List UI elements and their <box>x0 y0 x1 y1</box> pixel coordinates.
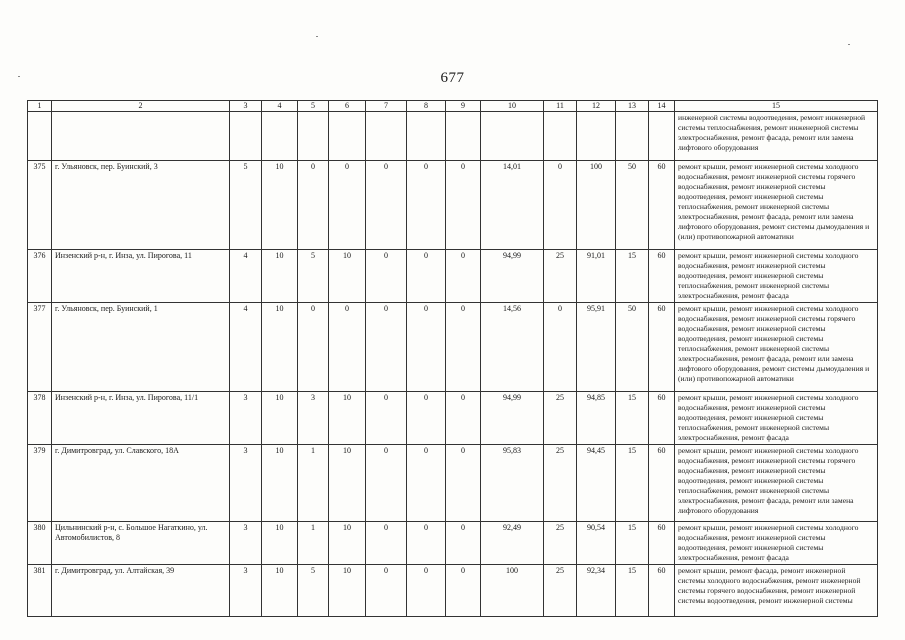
col12-cell: 91,01 <box>577 250 616 303</box>
col12-cell <box>577 112 616 161</box>
col7-cell: 0 <box>366 445 407 522</box>
row-number <box>28 112 52 161</box>
col6-cell: 10 <box>329 250 366 303</box>
col11-cell: 25 <box>544 522 577 565</box>
col8-cell <box>407 112 446 161</box>
col5-cell: 1 <box>298 445 329 522</box>
table-row <box>28 250 878 303</box>
column-header: 13 <box>616 101 649 112</box>
col11-cell: 25 <box>544 392 577 445</box>
col14-cell: 60 <box>649 303 675 392</box>
col4-cell <box>262 112 298 161</box>
col10-cell: 14,56 <box>481 303 544 392</box>
col10-cell: 100 <box>481 565 544 617</box>
works-cell: инженерной системы водоотведения, ремонт инженерной системы теплоснабжения, ремонт инженерной системы электроснабжения, ремонт фасада, ремонт или замена лифтового оборудования <box>675 112 878 161</box>
column-header: 5 <box>298 101 329 112</box>
col8-cell: 0 <box>407 445 446 522</box>
col5-cell: 1 <box>298 522 329 565</box>
table-row <box>28 303 878 392</box>
column-header: 6 <box>329 101 366 112</box>
col6-cell: 10 <box>329 445 366 522</box>
col4-cell: 10 <box>262 522 298 565</box>
table-row <box>28 161 878 250</box>
col9-cell: 0 <box>446 161 481 250</box>
table-row <box>28 112 878 161</box>
col3-cell: 4 <box>230 303 262 392</box>
col12-cell: 100 <box>577 161 616 250</box>
col13-cell: 50 <box>616 161 649 250</box>
col4-cell: 10 <box>262 565 298 617</box>
col10-cell: 92,49 <box>481 522 544 565</box>
col9-cell: 0 <box>446 565 481 617</box>
column-header: 1 <box>28 101 52 112</box>
works-cell: ремонт крыши, ремонт фасада, ремонт инженерной системы холодного водоснабжения, ремонт инженерной системы горячего водоснабжения, ремонт инженерной системы водоотведения, ремонт инженерной системы <box>675 565 878 617</box>
column-header: 11 <box>544 101 577 112</box>
address-cell: г. Ульяновск, пер. Буинский, 1 <box>52 303 230 392</box>
col14-cell: 60 <box>649 445 675 522</box>
col14-cell: 60 <box>649 161 675 250</box>
col4-cell: 10 <box>262 161 298 250</box>
works-cell: ремонт крыши, ремонт инженерной системы холодного водоснабжения, ремонт инженерной системы горячего водоснабжения, ремонт инженерной системы водоотведения, ремонт инженерной системы теплоснабжения, ремонт инженерной системы электроснабжения, ремонт фасада, ремонт или замена лифтового оборудования <box>675 445 878 522</box>
col6-cell: 0 <box>329 161 366 250</box>
col11-cell: 0 <box>544 303 577 392</box>
col14-cell: 60 <box>649 522 675 565</box>
col13-cell: 15 <box>616 445 649 522</box>
page-number: 677 <box>440 70 465 86</box>
col3-cell: 3 <box>230 522 262 565</box>
col12-cell: 95,91 <box>577 303 616 392</box>
table-row <box>28 522 878 565</box>
address-cell: г. Димитровград, ул. Алтайская, 39 <box>52 565 230 617</box>
col9-cell: 0 <box>446 392 481 445</box>
col13-cell: 15 <box>616 392 649 445</box>
col14-cell <box>649 112 675 161</box>
col9-cell: 0 <box>446 522 481 565</box>
column-header: 8 <box>407 101 446 112</box>
column-header: 3 <box>230 101 262 112</box>
col7-cell: 0 <box>366 250 407 303</box>
col4-cell: 10 <box>262 303 298 392</box>
column-header: 9 <box>446 101 481 112</box>
works-cell: ремонт крыши, ремонт инженерной системы холодного водоснабжения, ремонт инженерной системы водоотведения, ремонт инженерной системы электроснабжения, ремонт фасада <box>675 522 878 565</box>
col9-cell: 0 <box>446 250 481 303</box>
col11-cell: 25 <box>544 250 577 303</box>
col7-cell: 0 <box>366 392 407 445</box>
address-cell: Цильнинский р-н, с. Большое Нагаткино, ул. Автомобилистов, 8 <box>52 522 230 565</box>
col4-cell: 10 <box>262 250 298 303</box>
col10-cell: 14,01 <box>481 161 544 250</box>
col9-cell: 0 <box>446 303 481 392</box>
col3-cell: 5 <box>230 161 262 250</box>
col7-cell: 0 <box>366 522 407 565</box>
scan-speck <box>848 44 850 45</box>
column-header: 15 <box>675 101 878 112</box>
col8-cell: 0 <box>407 161 446 250</box>
works-cell: ремонт крыши, ремонт инженерной системы холодного водоснабжения, ремонт инженерной системы горячего водоснабжения, ремонт инженерной системы водоотведения, ремонт инженерной системы теплоснабжения, ремонт инженерной системы электроснабжения, ремонт фасада, ремонт или замена лифтового оборудования, ремонт системы дымоудаления и (или) противопожарной автоматики <box>675 303 878 392</box>
col8-cell: 0 <box>407 392 446 445</box>
column-header: 2 <box>52 101 230 112</box>
col4-cell: 10 <box>262 445 298 522</box>
col12-cell: 94,45 <box>577 445 616 522</box>
col5-cell <box>298 112 329 161</box>
col11-cell: 25 <box>544 565 577 617</box>
address-cell: Инзенский р-н, г. Инза, ул. Пирогова, 11 <box>52 250 230 303</box>
col6-cell: 10 <box>329 392 366 445</box>
address-cell <box>52 112 230 161</box>
col4-cell: 10 <box>262 392 298 445</box>
table-row <box>28 565 878 617</box>
col9-cell: 0 <box>446 445 481 522</box>
col6-cell: 10 <box>329 522 366 565</box>
col8-cell: 0 <box>407 565 446 617</box>
scan-speck <box>316 36 318 37</box>
address-cell: г. Димитровград, ул. Славского, 18А <box>52 445 230 522</box>
row-number: 381 <box>28 565 52 617</box>
col10-cell: 94,99 <box>481 392 544 445</box>
col8-cell: 0 <box>407 250 446 303</box>
col11-cell: 0 <box>544 161 577 250</box>
col8-cell: 0 <box>407 522 446 565</box>
address-cell: г. Ульяновск, пер. Буинский, 3 <box>52 161 230 250</box>
col10-cell: 95,83 <box>481 445 544 522</box>
col6-cell <box>329 112 366 161</box>
row-number: 377 <box>28 303 52 392</box>
col13-cell: 15 <box>616 250 649 303</box>
col7-cell: 0 <box>366 565 407 617</box>
col8-cell: 0 <box>407 303 446 392</box>
column-header: 14 <box>649 101 675 112</box>
table-row <box>28 445 878 522</box>
col5-cell: 5 <box>298 250 329 303</box>
col6-cell: 0 <box>329 303 366 392</box>
col14-cell: 60 <box>649 250 675 303</box>
col3-cell <box>230 112 262 161</box>
row-number: 375 <box>28 161 52 250</box>
repair-program-table <box>27 100 878 617</box>
row-number: 376 <box>28 250 52 303</box>
column-header: 7 <box>366 101 407 112</box>
col11-cell: 25 <box>544 445 577 522</box>
address-cell: Инзенский р-н, г. Инза, ул. Пирогова, 11/1 <box>52 392 230 445</box>
works-cell: ремонт крыши, ремонт инженерной системы холодного водоснабжения, ремонт инженерной системы водоотведения, ремонт инженерной системы теплоснабжения, ремонт инженерной системы электроснабжения, ремонт фасада <box>675 392 878 445</box>
col5-cell: 3 <box>298 392 329 445</box>
col5-cell: 5 <box>298 565 329 617</box>
col9-cell <box>446 112 481 161</box>
col6-cell: 10 <box>329 565 366 617</box>
col10-cell: 94,99 <box>481 250 544 303</box>
col7-cell <box>366 112 407 161</box>
scan-speck <box>18 76 20 77</box>
col7-cell: 0 <box>366 161 407 250</box>
works-cell: ремонт крыши, ремонт инженерной системы холодного водоснабжения, ремонт инженерной системы горячего водоснабжения, ремонт инженерной системы водоотведения, ремонт инженерной системы теплоснабжения, ремонт инженерной системы электроснабжения, ремонт фасада, ремонт или замена лифтового оборудования, ремонт системы дымоудаления и (или) противопожарной автоматики <box>675 161 878 250</box>
works-cell: ремонт крыши, ремонт инженерной системы холодного водоснабжения, ремонт инженерной системы водоотведения, ремонт инженерной системы теплоснабжения, ремонт инженерной системы электроснабжения, ремонт фасада <box>675 250 878 303</box>
col3-cell: 3 <box>230 565 262 617</box>
row-number: 378 <box>28 392 52 445</box>
col5-cell: 0 <box>298 303 329 392</box>
column-header: 4 <box>262 101 298 112</box>
col13-cell <box>616 112 649 161</box>
col12-cell: 90,54 <box>577 522 616 565</box>
row-number: 379 <box>28 445 52 522</box>
header-row <box>28 101 878 112</box>
col13-cell: 15 <box>616 522 649 565</box>
col12-cell: 92,34 <box>577 565 616 617</box>
col7-cell: 0 <box>366 303 407 392</box>
col10-cell <box>481 112 544 161</box>
col5-cell: 0 <box>298 161 329 250</box>
col3-cell: 4 <box>230 250 262 303</box>
col14-cell: 60 <box>649 392 675 445</box>
table-row <box>28 392 878 445</box>
col11-cell <box>544 112 577 161</box>
column-header: 10 <box>481 101 544 112</box>
col13-cell: 15 <box>616 565 649 617</box>
col3-cell: 3 <box>230 445 262 522</box>
col12-cell: 94,85 <box>577 392 616 445</box>
col14-cell: 60 <box>649 565 675 617</box>
col13-cell: 50 <box>616 303 649 392</box>
row-number: 380 <box>28 522 52 565</box>
col3-cell: 3 <box>230 392 262 445</box>
column-header: 12 <box>577 101 616 112</box>
